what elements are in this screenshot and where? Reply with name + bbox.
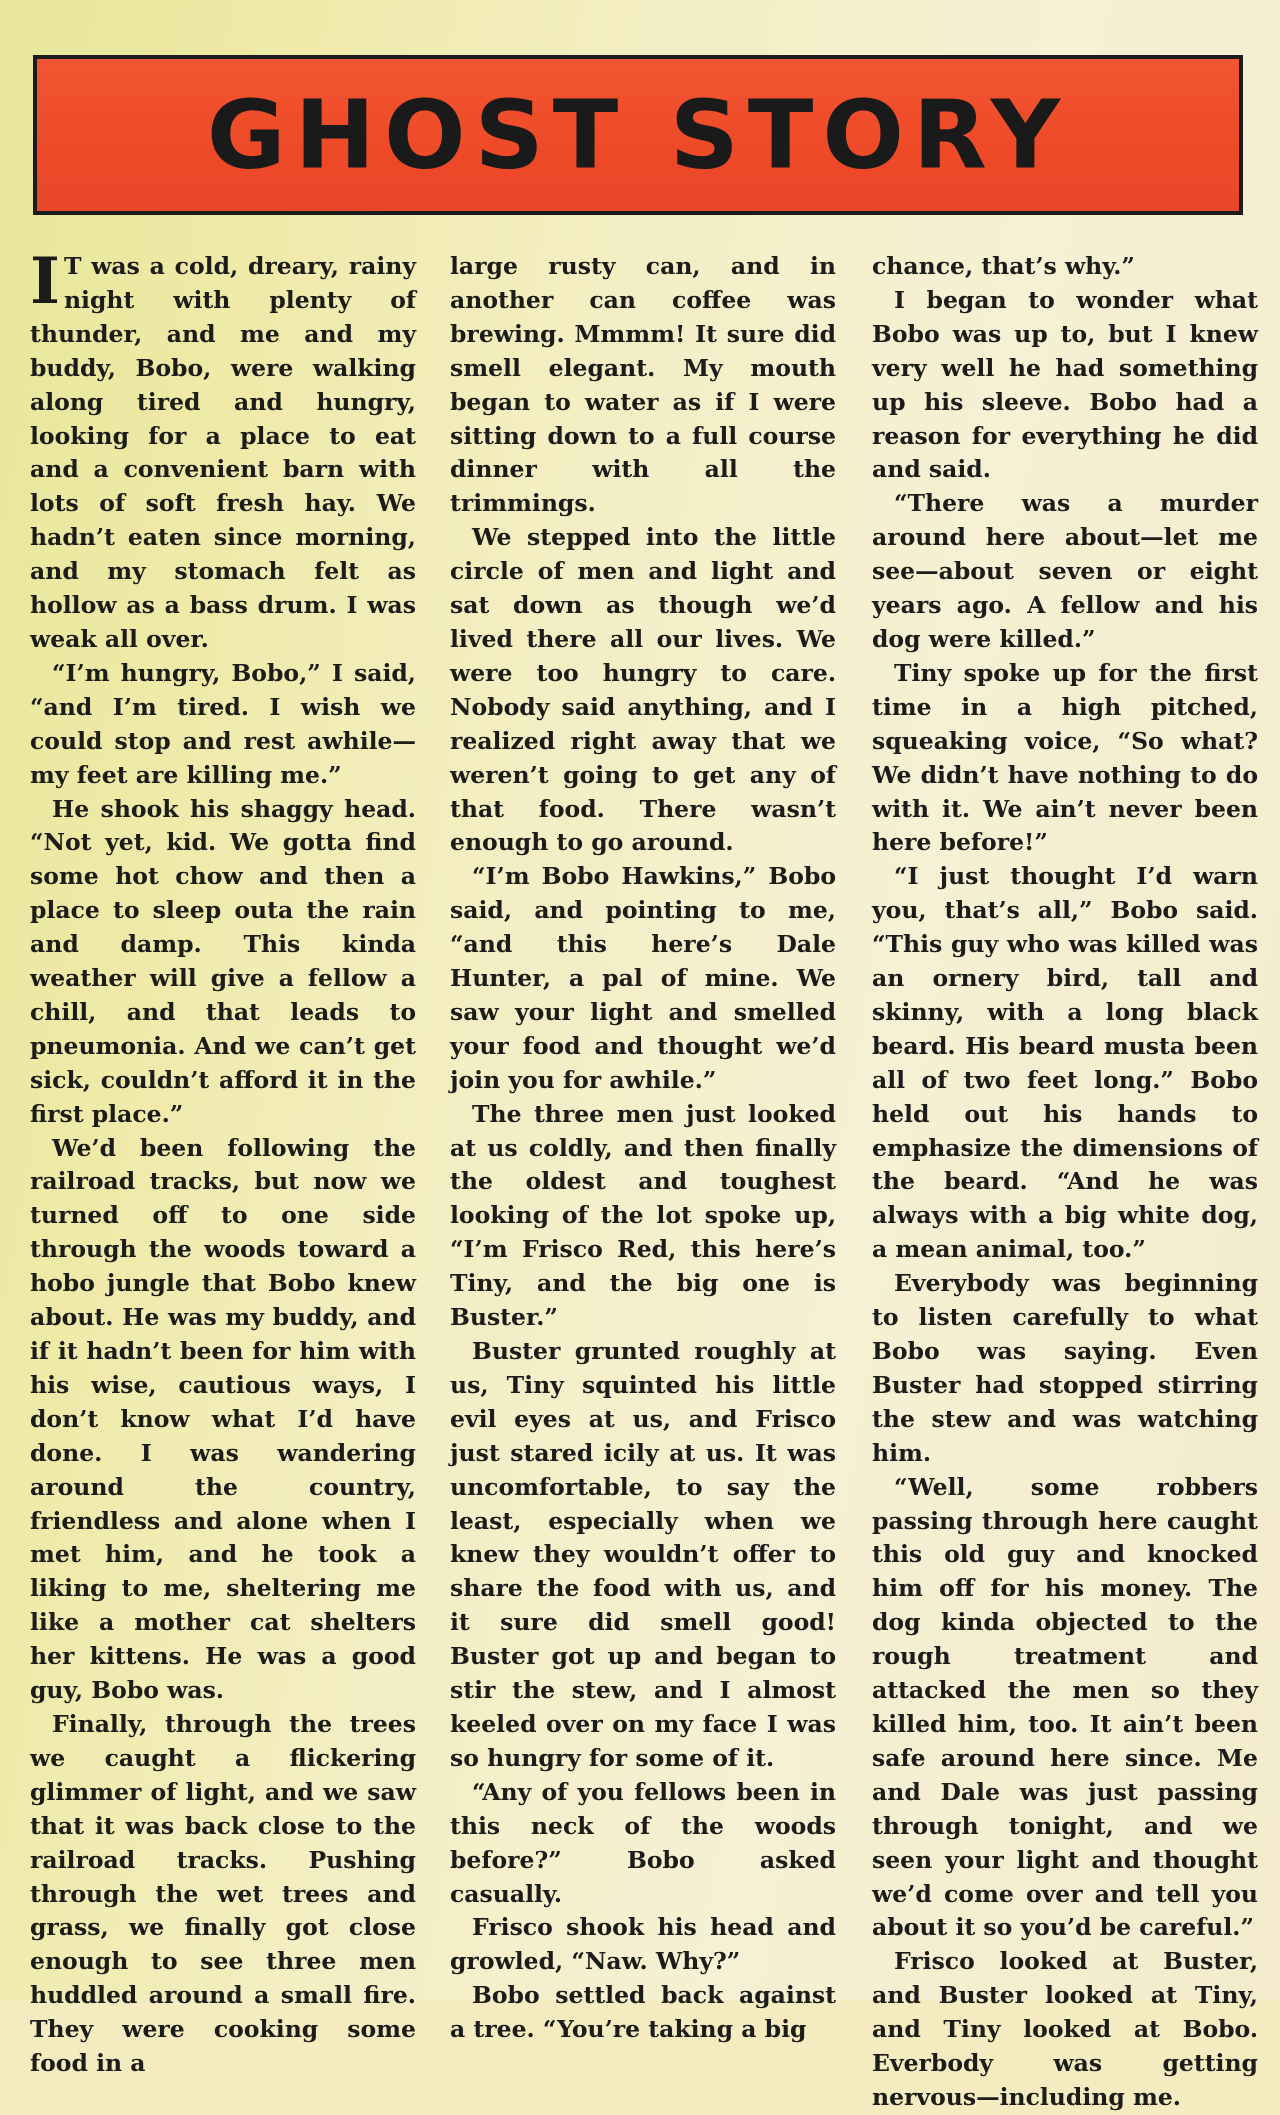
story-paragraph: He shook his shaggy head. “Not yet, kid. We gotta find some hot chow and then a place to sleep outa the rain and damp. This kinda weather will give a fellow a chill, and that leads to pneumonia. And we can’t get sick, couldn’t afford it in the first place.” bbox=[30, 794, 416, 1128]
story-paragraph: “I’m hungry, Bobo,” I said, “and I’m tired. I wish we could stop and rest awhile—my feet are killing me.” bbox=[30, 658, 416, 789]
story-paragraph: Tiny spoke up for the first time in a high pitched, squeaking voice, “So what? We didn’t have nothing to do with it. We ain’t never been here before!” bbox=[872, 658, 1258, 857]
story-paragraph: chance, that’s why.” bbox=[872, 252, 1135, 280]
story-title: GHOST STORY bbox=[206, 80, 1070, 190]
story-paragraph: “Any of you fellows been in this neck of the woods before?” Bobo asked casually. bbox=[450, 1777, 836, 1908]
story-paragraph: “I’m Bobo Hawkins,” Bobo said, and pointing to me, “and this here’s Dale Hunter, a pal of mine. We saw your light and smelled your food and thought we’d join you for awhile.” bbox=[450, 862, 836, 1094]
story-paragraph: “There was a murder around here about—let me see—about seven or eight years ago. A fellow and his dog were killed.” bbox=[872, 489, 1258, 653]
story-paragraph: “I just thought I’d warn you, that’s all,” Bobo said. “This guy who was killed was an ornery bird, tall and skinny, with a long black beard. His beard musta been all of two feet long.” Bobo held out his hands to emphasize the dimensions of the beard. “And he was always with a big white dog, a mean animal, too.” bbox=[872, 862, 1258, 1264]
story-paragraph: We stepped into the little circle of men and light and sat down as though we’d lived there all our lives. We were too hungry to care. Nobody said anything, and I realized right away that we weren’t going to get any of that food. There wasn’t enough to go around. bbox=[450, 523, 836, 857]
story-column-2 bbox=[450, 250, 836, 2044]
story-paragraph: Frisco looked at Buster, and Buster looked at Tiny, and Tiny looked at Bobo. Everbody was getting nervous—including me. bbox=[872, 1947, 1258, 2111]
story-column-3 bbox=[872, 250, 1258, 2111]
story-paragraph: Buster grunted roughly at us, Tiny squinted his little evil eyes at us, and Frisco just stared icily at us. It was uncomfortable, to say the least, especially when we knew they wouldn’t offer to share the food with us, and it sure did smell good! Buster got up and began to stir the stew, and I almost keeled over on my face I was so hungry for some of it. bbox=[450, 1337, 836, 1772]
drop-cap: I bbox=[30, 244, 60, 319]
story-paragraph: I T was a cold, dreary, rainy night with plenty of thunder, and me and my buddy, Bobo, were walking along tired and hungry, looking for a place to eat and a convenient barn with lots of soft fresh hay. We hadn’t eaten since morning, and my stomach felt as hollow as a bass drum. I was weak all over. bbox=[30, 244, 416, 653]
story-paragraph: Frisco shook his head and growled, “Naw. Why?” bbox=[450, 1913, 836, 1976]
story-paragraph: I began to wonder what Bobo was up to, but I knew very well he had something up his sleeve. Bobo had a reason for everything he did and said. bbox=[872, 285, 1258, 484]
story-columns bbox=[30, 244, 1258, 2111]
story-paragraph: “Well, some robbers passing through here caught this old guy and knocked him off for his money. The dog kinda objected to the rough treatment and attacked the men so they killed him, too. It ain’t been safe around here since. Me and Dale was just passing through tonight, and we seen your light and thought we’d come over and tell you about it so you’d be careful.” bbox=[872, 1472, 1258, 1942]
story-paragraph: Bobo settled back against a tree. “You’re taking a big bbox=[450, 1981, 836, 2044]
title-banner bbox=[33, 55, 1243, 215]
story-paragraph: large rusty can, and in another can coffee was brewing. Mmmm! It sure did smell elegant. My mouth began to water as if I were sitting down to a full course dinner with all the trimmings. bbox=[450, 252, 836, 518]
story-column-1 bbox=[30, 244, 416, 2078]
story-paragraph: Everybody was beginning to listen carefully to what Bobo was saying. Even Buster had stopped stirring the stew and was watching him. bbox=[872, 1269, 1258, 1467]
story-paragraph: Finally, through the trees we caught a flickering glimmer of light, and we saw that it was back close to the railroad tracks. Pushing through the wet trees and grass, we finally got close enough to see three men huddled around a small fire. They were cooking some food in a bbox=[30, 1709, 416, 2078]
story-paragraph: The three men just looked at us coldly, and then finally the oldest and toughest looking of the lot spoke up, “I’m Frisco Red, this here’s Tiny, and the big one is Buster.” bbox=[450, 1099, 836, 1332]
story-paragraph: We’d been following the railroad tracks, but now we turned off to one side through the woods toward a hobo jungle that Bobo knew about. He was my buddy, and if it hadn’t been for him with his wise, cautious ways, I don’t know what I’d have done. I was wandering around the country, friendless and alone when I met him, and he took a liking to me, sheltering me like a mother cat shelters her kittens. He was a good guy, Bobo was. bbox=[30, 1133, 416, 1705]
